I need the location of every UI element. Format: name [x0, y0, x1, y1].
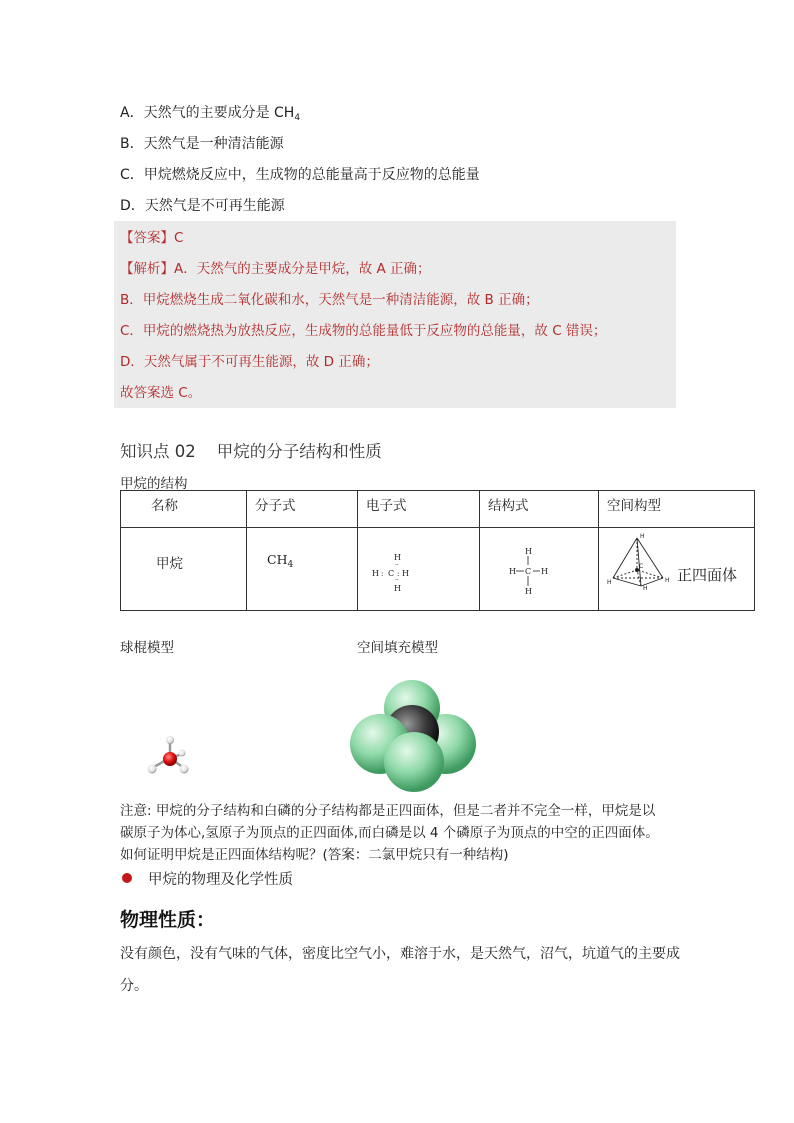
svg-text:H: H [541, 567, 548, 576]
header-shape: 空间构型 [607, 498, 661, 514]
analysis-a-text: A．天然气的主要成分是甲烷，故 A 正确； [174, 261, 431, 277]
svg-text::: : [381, 570, 384, 578]
formula-subscript: 4 [287, 560, 294, 570]
methane-structure-table [120, 490, 755, 611]
table-caption: 甲烷的结构 [120, 476, 188, 492]
svg-text:H: H [643, 585, 648, 590]
svg-text:H: H [394, 584, 401, 593]
shape-wrapper [599, 528, 754, 608]
header-structural: 结构式 [488, 498, 529, 514]
svg-text:C: C [639, 563, 644, 570]
header-cell [599, 491, 755, 528]
svg-text:··: ·· [395, 562, 399, 569]
svg-text:H: H [607, 579, 612, 586]
svg-text:H: H [402, 569, 409, 578]
bullet-text: 甲烷的物理及化学性质 [148, 872, 293, 888]
cell-formula [247, 528, 358, 611]
svg-text:H: H [394, 553, 401, 562]
analysis-a [120, 260, 431, 278]
table-row [121, 528, 755, 611]
answer-conclusion: 故答案选 C。 [120, 385, 202, 401]
section-heading: 知识点 02 甲烷的分子结构和性质 [120, 442, 382, 461]
methane-name: 甲烷 [156, 556, 183, 572]
tetrahedron-icon [607, 532, 671, 590]
svg-text:H: H [372, 569, 379, 578]
answer-line: 【答案】C [120, 230, 184, 246]
electron-formula-image [368, 548, 428, 598]
analysis-tag: 【解析】 [120, 261, 174, 277]
header-electron: 电子式 [366, 498, 407, 514]
structural-formula-image [505, 542, 565, 602]
svg-text:C: C [525, 567, 532, 576]
svg-text:··: ·· [395, 577, 399, 584]
methane-formula [247, 528, 357, 570]
cell-spatial-shape [599, 528, 755, 611]
analysis-d: D．天然气属于不可再生能源，故 D 正确； [120, 354, 379, 370]
svg-text:C: C [388, 569, 395, 578]
bullet-dot [122, 873, 132, 883]
header-cell [480, 491, 599, 528]
physical-properties-text [120, 938, 680, 1002]
cell-name [121, 528, 247, 611]
option-a-text: A．天然气的主要成分是 CH [120, 105, 295, 121]
option-b: B．天然气是一种清洁能源 [120, 136, 284, 152]
ball-stick-model-image [140, 732, 196, 780]
svg-text:H: H [509, 567, 516, 576]
header-cell [247, 491, 358, 528]
ball-stick-label: 球棍模型 [120, 640, 174, 656]
header-cell [358, 491, 480, 528]
answer-box [114, 221, 676, 408]
option-c: C．甲烷燃烧反应中，生成物的总能量高于反应物的总能量 [120, 167, 480, 183]
cell-structural-formula [480, 528, 599, 611]
cell-electron-formula [358, 528, 480, 611]
svg-text:H: H [665, 577, 670, 584]
note-paragraph [120, 800, 680, 866]
note-line-2: 碳原子为体心,氢原子为顶点的正四面体,而白磷是以 4 个磷原子为顶点的中空的正四面体。 [120, 825, 659, 841]
physical-properties-title: 物理性质： [120, 909, 216, 931]
table-header-row [121, 491, 755, 528]
space-fill-label: 空间填充模型 [357, 640, 438, 656]
formula-main: CH [267, 552, 288, 567]
option-a [120, 104, 300, 127]
header-cell [121, 491, 247, 528]
svg-text:H: H [640, 533, 645, 540]
physical-line-2: 分。 [120, 978, 148, 994]
svg-text::: : [397, 570, 400, 578]
svg-text:H: H [525, 547, 532, 556]
space-fill-model-image [340, 672, 480, 796]
header-name: 名称 [151, 498, 178, 514]
header-formula: 分子式 [255, 498, 296, 514]
note-line-3: 如何证明甲烷是正四面体结构呢？(答案：二氯甲烷只有一种结构) [120, 847, 509, 863]
option-a-subscript: 4 [294, 113, 301, 123]
analysis-c: C．甲烷的燃烧热为放热反应，生成物的总能量低于反应物的总能量，故 C 错误； [120, 323, 607, 339]
analysis-b: B．甲烷燃烧生成二氧化碳和水，天然气是一种清洁能源，故 B 正确； [120, 292, 539, 308]
physical-line-1: 没有颜色，没有气味的气体，密度比空气小，难溶于水，是天然气，沼气，坑道气的主要成 [120, 946, 680, 962]
svg-text:H: H [525, 587, 532, 596]
shape-label: 正四面体 [677, 566, 738, 584]
option-d: D．天然气是不可再生能源 [120, 198, 285, 214]
note-line-1: 注意: 甲烷的分子结构和白磷的分子结构都是正四面体，但是二者并不完全一样，甲烷是以 [120, 803, 656, 819]
